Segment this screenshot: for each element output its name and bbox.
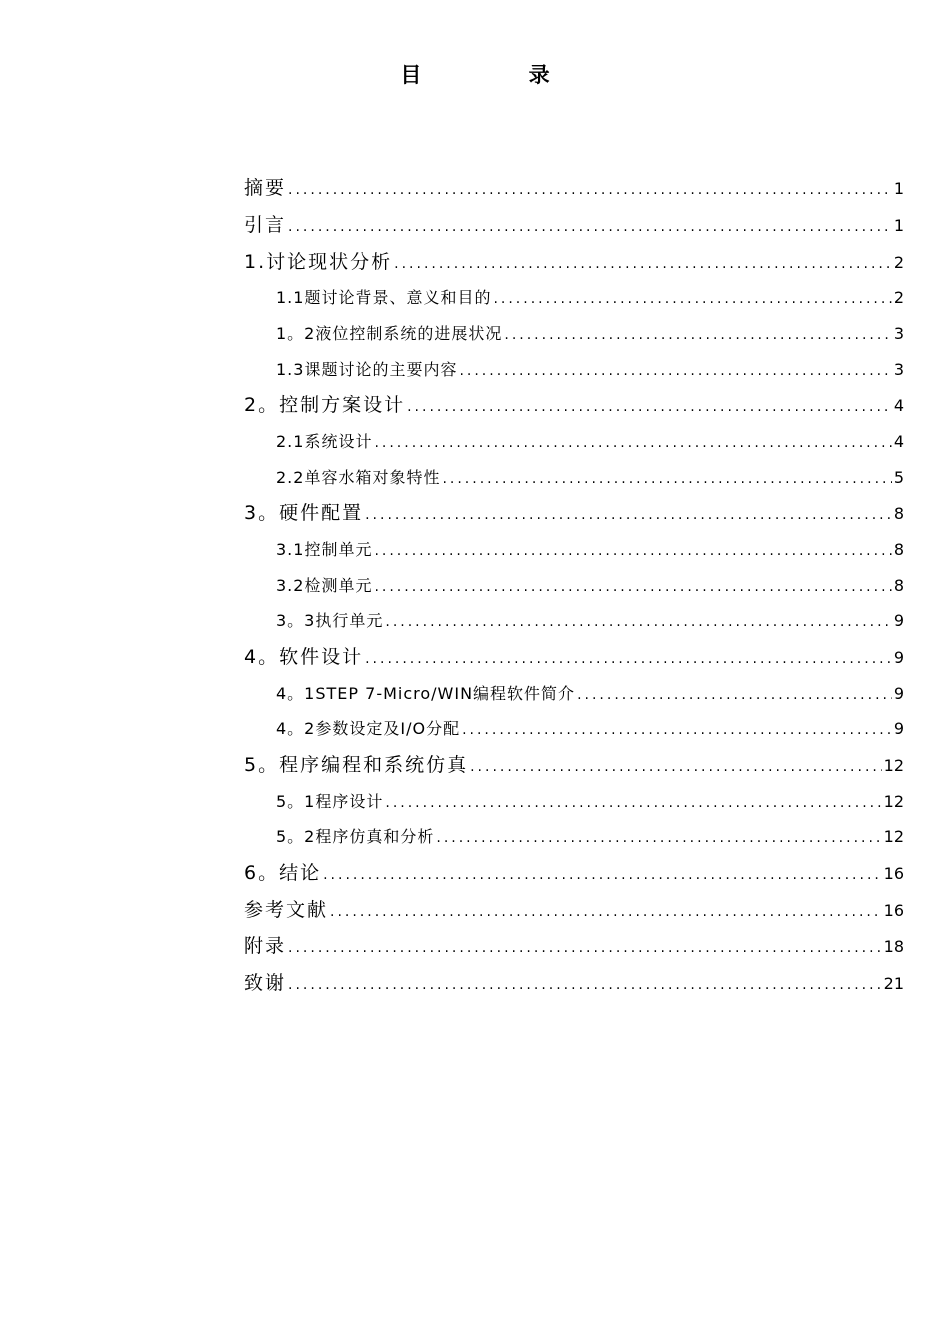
- dot-leader: [323, 857, 882, 892]
- toc-entry-label: 参考文献: [244, 898, 329, 921]
- toc-entry-label: 4。软件设计: [244, 645, 364, 668]
- toc-entry-page-number: 3: [893, 323, 904, 343]
- toc-entry-label: 摘要: [244, 177, 287, 199]
- toc-entry[interactable]: [244, 928, 904, 965]
- toc-entry[interactable]: [244, 711, 904, 747]
- page-title: 目 录: [400, 63, 600, 87]
- toc-entry[interactable]: [244, 892, 904, 929]
- toc-entry[interactable]: [244, 460, 904, 496]
- dot-leader: [385, 786, 881, 820]
- dot-leader: [288, 930, 882, 965]
- toc-entry-label: 1.讨论现状分析: [244, 250, 393, 273]
- toc-entry[interactable]: [244, 819, 904, 855]
- dot-leader: [374, 534, 891, 568]
- dot-leader: [462, 713, 892, 747]
- toc-entry-label: 1.3课题讨论的主要内容: [276, 359, 458, 379]
- toc-entry[interactable]: [244, 170, 904, 207]
- dot-leader: [330, 894, 882, 929]
- dot-leader: [442, 462, 891, 496]
- toc-entry[interactable]: [244, 244, 904, 281]
- dot-leader: [459, 354, 891, 388]
- toc-entry[interactable]: [244, 207, 904, 244]
- dot-leader: [577, 678, 892, 712]
- toc-entry-page-number: 2: [893, 288, 904, 308]
- toc-entry-page-number: 12: [883, 755, 904, 775]
- toc-entry[interactable]: [244, 424, 904, 460]
- toc-entry-label: 3。硬件配置: [244, 502, 364, 525]
- table-of-contents: [244, 170, 904, 1002]
- toc-entry[interactable]: [244, 676, 904, 712]
- toc-entry-page-number: 9: [893, 611, 904, 631]
- toc-entry-label: 3.2检测单元: [276, 575, 373, 595]
- toc-entry-page-number: 8: [893, 575, 904, 595]
- toc-entry-page-number: 16: [883, 900, 904, 920]
- toc-entry-label: 2.2单容水箱对象特性: [276, 467, 441, 487]
- dot-leader: [385, 605, 891, 639]
- toc-entry[interactable]: [244, 532, 904, 568]
- toc-entry-label: 4。2参数设定及I/O分配: [276, 719, 461, 739]
- toc-entry[interactable]: [244, 747, 904, 784]
- toc-entry-page-number: 21: [883, 974, 904, 994]
- toc-entry-page-number: 5: [893, 467, 904, 487]
- toc-entry-label: 3。3执行单元: [276, 611, 384, 631]
- toc-entry-label: 5。1程序设计: [276, 791, 384, 811]
- dot-leader: [288, 967, 882, 1002]
- toc-entry-page-number: 12: [883, 827, 904, 847]
- toc-entry[interactable]: [244, 387, 904, 424]
- toc-entry-page-number: 9: [893, 683, 904, 703]
- toc-entry-page-number: 3: [893, 359, 904, 379]
- toc-entry[interactable]: [244, 495, 904, 532]
- dot-leader: [374, 570, 891, 604]
- toc-entry-page-number: 18: [883, 937, 904, 957]
- toc-entry[interactable]: [244, 965, 904, 1002]
- toc-entry-page-number: 2: [893, 252, 904, 272]
- toc-entry[interactable]: [244, 352, 904, 388]
- dot-leader: [504, 318, 891, 352]
- toc-entry-label: 3.1控制单元: [276, 539, 373, 559]
- toc-entry-page-number: 16: [883, 863, 904, 883]
- toc-entry-label: 1。2液位控制系统的进展状况: [276, 323, 503, 343]
- dot-leader: [394, 246, 892, 281]
- dot-leader: [288, 172, 892, 207]
- toc-entry-page-number: 8: [893, 539, 904, 559]
- toc-entry[interactable]: [244, 568, 904, 604]
- dot-leader: [288, 209, 892, 244]
- toc-entry-page-number: 9: [893, 647, 904, 667]
- toc-entry-page-number: 1: [893, 179, 904, 198]
- toc-entry[interactable]: [244, 784, 904, 820]
- toc-entry[interactable]: [244, 855, 904, 892]
- toc-entry-label: 5。2程序仿真和分析: [276, 827, 435, 847]
- toc-entry[interactable]: [244, 316, 904, 352]
- dot-leader: [365, 497, 892, 532]
- toc-entry-page-number: 4: [893, 396, 904, 416]
- toc-entry-label: 引言: [244, 213, 287, 236]
- toc-entry[interactable]: [244, 639, 904, 676]
- dot-leader: [493, 282, 891, 316]
- toc-entry-label: 2。控制方案设计: [244, 394, 406, 417]
- toc-entry-page-number: 12: [883, 791, 904, 811]
- toc-entry-label: 2.1系统设计: [276, 431, 373, 451]
- toc-entry-page-number: 1: [893, 215, 904, 235]
- toc-entry[interactable]: [244, 280, 904, 316]
- toc-entry-page-number: 4: [893, 431, 904, 451]
- toc-entry-label: 5。程序编程和系统仿真: [244, 753, 469, 776]
- dot-leader: [436, 821, 881, 855]
- toc-entry-label: 4。1STEP 7-Micro/WIN编程软件简介: [276, 683, 576, 703]
- toc-entry-label: 1.1题讨论背景、意义和目的: [276, 288, 492, 308]
- toc-entry-label: 6。结论: [244, 861, 322, 884]
- dot-leader: [470, 749, 882, 784]
- toc-entry-page-number: 9: [893, 719, 904, 739]
- toc-entry-label: 附录: [244, 935, 287, 958]
- dot-leader: [374, 426, 891, 460]
- toc-entry[interactable]: [244, 603, 904, 639]
- dot-leader: [407, 389, 892, 424]
- toc-entry-label: 致谢: [244, 972, 287, 995]
- dot-leader: [365, 641, 892, 676]
- toc-entry-page-number: 8: [893, 504, 904, 524]
